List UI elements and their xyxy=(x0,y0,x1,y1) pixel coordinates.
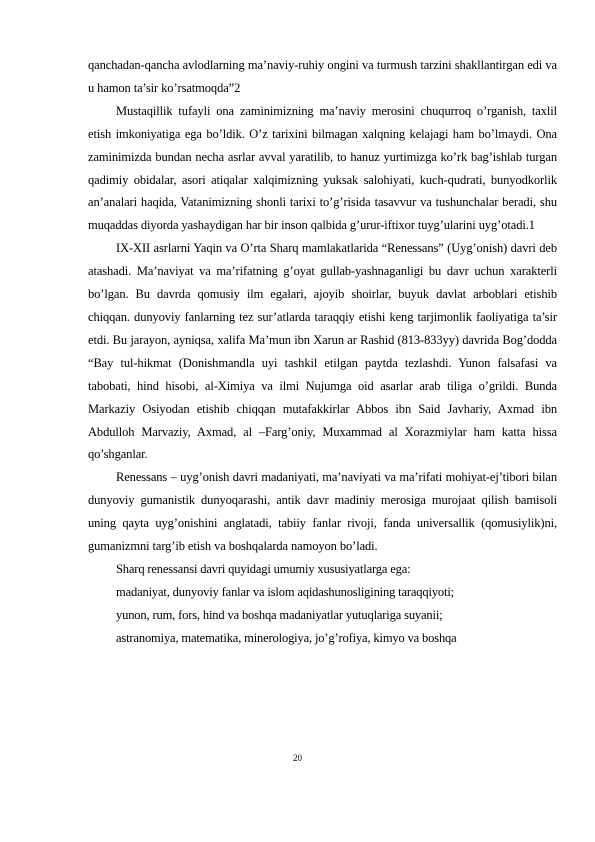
document-page xyxy=(88,54,557,650)
list-item-culture: madaniyat, dunyoviy fanlar va islom aqidashunosligining taraqqiyoti; xyxy=(116,584,454,599)
page-number: 20 xyxy=(293,753,302,763)
paragraph-renaissance-era: IX-XII asrlarni Yaqin va O’rta Sharq mamlakatlarida “Renessans” (Uyg’onish) davri deb atashadi. Ma’naviyat va ma’rifatning g’oyat gullab-yashnaganligi bu davr uchun xarakterli bo’lgan. Bu davrda qomusiy ilm egalari, ajoyib shoirlar, buyuk davlat arboblari etishib chiqqan. dunyoviy fanlarning tez sur’atlarda taraqqiy etishi keng tarjimonlik faoliyatiga ta’sir etdi. Bu jarayon, ayniqsa, xalifa Ma’mun ibn Xarun ar Rashid (813-833yy) davrida Bog’dodda “Bay tul-hikmat (Donishmandla uyi tashkil etilgan paytda tezlashdi. Yunon falsafasi va tabobati, hind hisobi, al-Ximiya va ilmi Nujumga oid asarlar arab tiliga o’grildi. Bunda Markaziy Osiyodan etishib chiqqan mutafakkirlar Abbos ibn Said Javhariy, Axmad ibn Abdulloh Marvaziy, Axmad, al –Farg’oniy, Muxammad al Xorazmiylar ham katta hissa qo’shganlar. xyxy=(88,241,557,462)
paragraph-renaissance-definition: Renessans – uyg’onish davri madaniyati, ma’naviyati va ma’rifati mohiyat-ej’tibori bilan dunyoviy gumanistik dunyoqarashi, antik davr madiniy merosiga murojaat qilish bamisoli uning qayta uyg’onishini anglatadi, tabiiy fanlar rivoji, fanda universallik (qomusiylik)ni, gumanizmni targ’ib etish va boshqalarda namoyon bo’ladi. xyxy=(88,470,557,554)
paragraph-continuation: qanchadan-qancha avlodlarning ma’naviy-ruhiy ongini va turmush tarzini shakllantirgan edi va u hamon ta’sir ko’rsatmoqda”2 xyxy=(88,58,557,95)
list-item-cultures-achievements: yunon, rum, fors, hind va boshqa madaniyatlar yutuqlariga suyanii; xyxy=(116,607,443,622)
list-item-sciences: astranomiya, matematika, minerologiya, jo’g’rofiya, kimyo va boshqa xyxy=(116,630,457,645)
list-intro-line: Sharq renessansi davri quyidagi umumiy xususiyatlarga ega: xyxy=(116,561,411,576)
paragraph-independence: Mustaqillik tufayli ona zaminimizning ma’naviy merosini chuqurroq o’rganish, taxlil etish imkoniyatiga ega bo’ldik. O’z tarixini bilmagan xalqning kelajagi ham bo’lmaydi. Ona zaminimizda bundan necha asrlar avval yaratilib, to hanuz yurtimizga ko’rk bag’ishlab turgan qadimiy obidalar, asori atiqalar xalqimizning yuksak salohiyati, kuch-qudrati, bunyodkorlik an’analari haqida, Vatanimizning shonli tarixi to’g’risida tasavvur va tushunchalar beradi, shu muqaddas diyorda yashaydigan har bir inson qalbida g’urur-iftixor tuyg’ularini uyg’otadi.1 xyxy=(88,103,557,233)
